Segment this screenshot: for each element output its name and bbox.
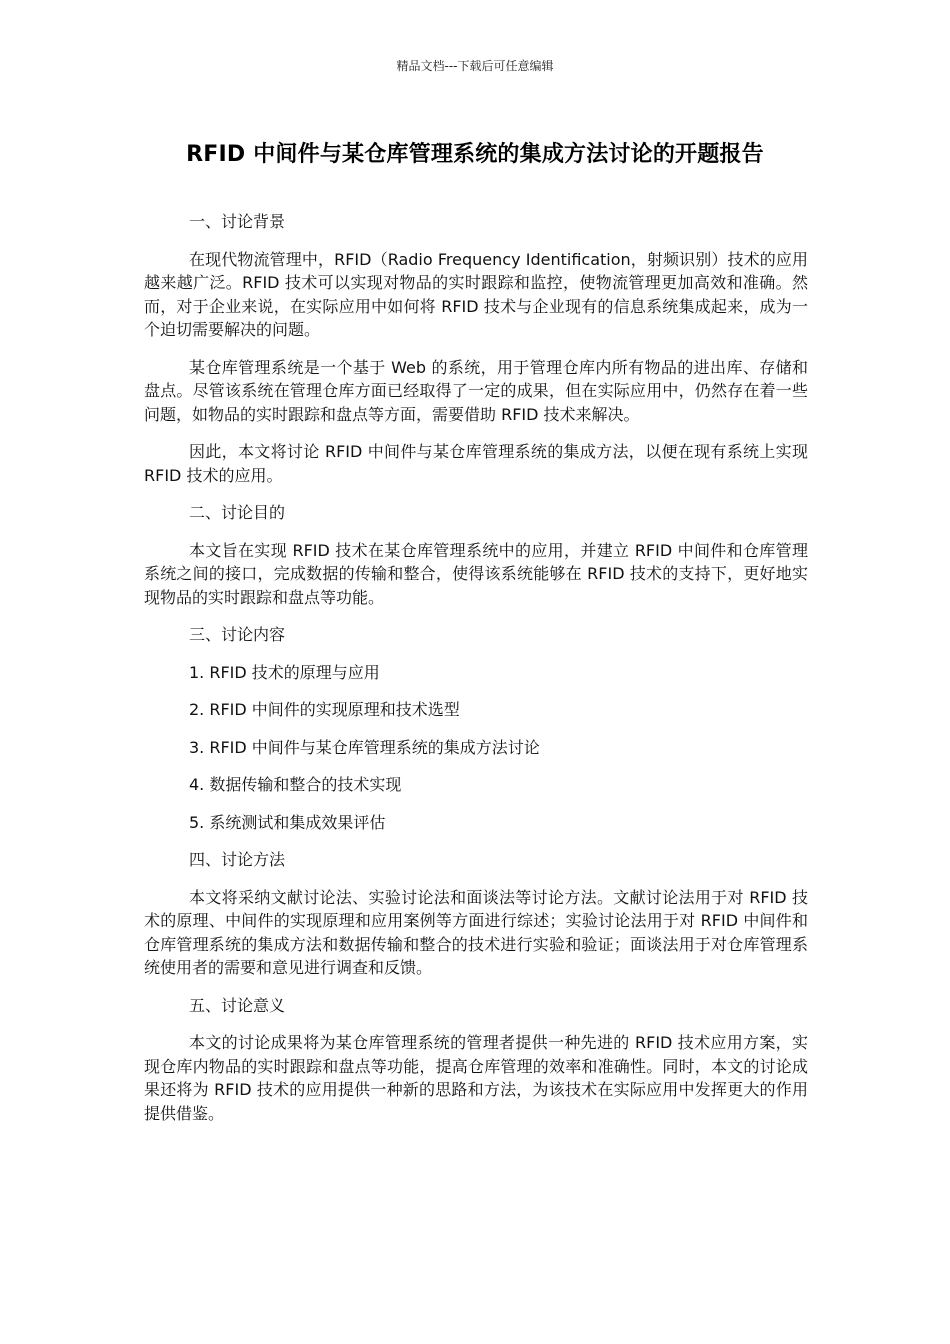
- section-heading-purpose: 二、讨论目的: [189, 503, 286, 522]
- significance-paragraph: 本文的讨论成果将为某仓库管理系统的管理者提供一种先进的 RFID 技术应用方案，实现仓库内物品的实时跟踪和盘点等功能，提高仓库管理的效率和准确性。同时，本文的讨论成果还将为 RFID 技术的应用提供一种新的思路和方法，为该技术在实际应用中发挥更大的作用提供借鉴。: [144, 1033, 808, 1123]
- content-list-item: 5. 系统测试和集成效果评估: [189, 812, 386, 832]
- document-body: [144, 210, 808, 1139]
- section-heading-background: 一、讨论背景: [189, 212, 286, 231]
- section-heading-significance: 五、讨论意义: [189, 995, 286, 1015]
- content-list-item: 4. 数据传输和整合的技术实现: [189, 775, 402, 794]
- header-note: 精品文档---下载后可任意编辑: [396, 59, 554, 73]
- purpose-paragraph: 本文旨在实现 RFID 技术在某仓库管理系统中的应用，并建立 RFID 中间件和仓库管理系统之间的接口，完成数据的传输和整合，使得该系统能够在 RFID 技术的支持下，更好地实现物品的实时跟踪和盘点等功能。: [144, 540, 808, 607]
- section-heading-method: 四、讨论方法: [189, 850, 286, 869]
- background-paragraph-2: 某仓库管理系统是一个基于 Web 的系统，用于管理仓库内所有物品的进出库、存储和盘点。尽管该系统在管理仓库方面已经取得了一定的成果，但在实际应用中，仍然存在着一些问题，如物品的实时跟踪和盘点等方面，需要借助 RFID 技术来解决。: [144, 357, 808, 424]
- method-paragraph: 本文将采纳文献讨论法、实验讨论法和面谈法等讨论方法。文献讨论法用于对 RFID 技术的原理、中间件的实现原理和应用案例等方面进行综述；实验讨论法用于对 RFID 中间件和仓库管理系统的集成方法和数据传输和整合的技术进行实验和验证；面谈法用于对仓库管理系统使用者的需要和意见进行调查和反馈。: [144, 887, 808, 977]
- background-paragraph-1: 在现代物流管理中，RFID（Radio Frequency Identification，射频识别）技术的应用越来越广泛。RFID 技术可以实现对物品的实时跟踪和监控，使物流管理更加高效和准确。然而，对于企业来说，在实际应用中如何将 RFID 技术与企业现有的信息系统集成起来，成为一个迫切需要解决的问题。: [144, 249, 808, 339]
- content-list-item: 3. RFID 中间件与某仓库管理系统的集成方法讨论: [189, 737, 540, 757]
- content-list-item: 1. RFID 技术的原理与应用: [189, 662, 380, 682]
- content-list-item: 2. RFID 中间件的实现原理和技术选型: [189, 700, 460, 719]
- document-title: RFID 中间件与某仓库管理系统的集成方法讨论的开题报告: [186, 142, 764, 167]
- background-paragraph-3: 因此，本文将讨论 RFID 中间件与某仓库管理系统的集成方法，以便在现有系统上实现 RFID 技术的应用。: [144, 442, 808, 485]
- section-heading-content: 三、讨论内容: [189, 625, 286, 644]
